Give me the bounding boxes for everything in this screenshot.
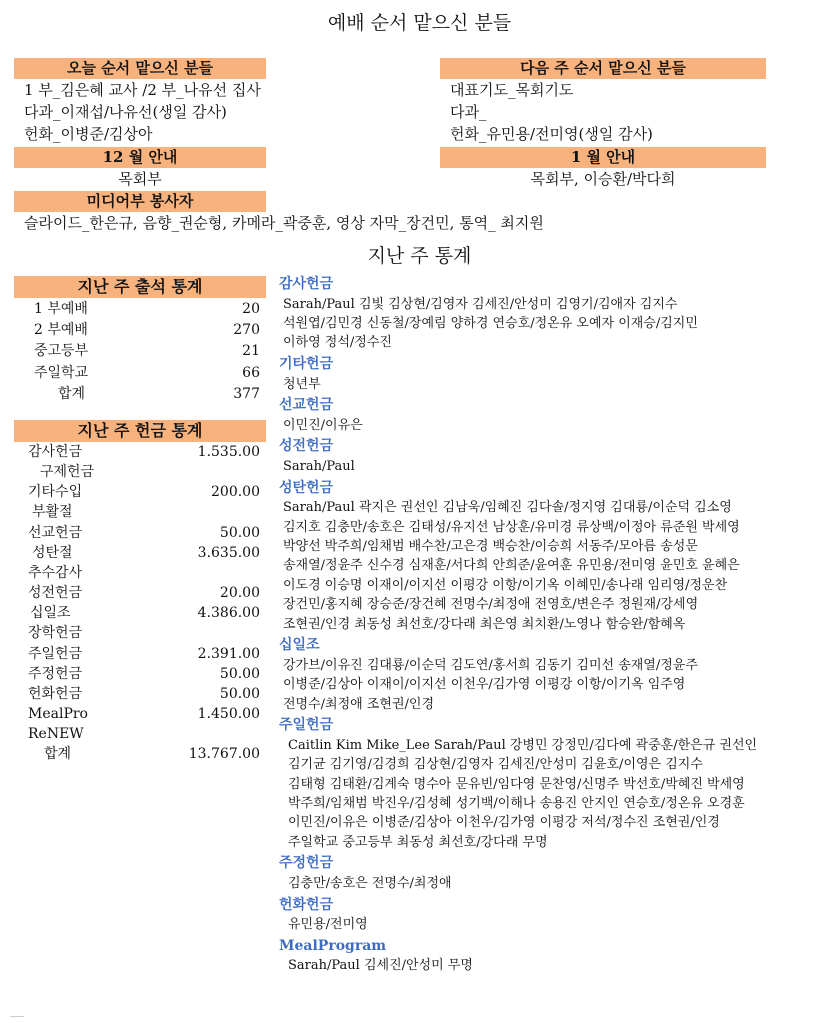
offering-value: 3.635.00 bbox=[197, 544, 260, 561]
offering-label: 합계 bbox=[44, 746, 72, 763]
offering-row bbox=[26, 523, 260, 543]
offering-row bbox=[26, 502, 260, 522]
donor-names-line: 조현권/인경 최동성 최선호/강다래 최은영 최치환/노영나 함승완/함혜옥 bbox=[283, 616, 686, 632]
next-week-header: 다음 주 순서 맡으신 분들 bbox=[440, 58, 766, 79]
attendance-value: 270 bbox=[233, 322, 260, 339]
offering-row bbox=[26, 603, 260, 623]
offering-label: 감사헌금 bbox=[28, 444, 83, 460]
offering-label: 헌화헌금 bbox=[28, 685, 83, 702]
offering-label: ReNEW bbox=[28, 726, 84, 743]
offering-label: 추수감사 bbox=[28, 564, 83, 581]
attendance-value: 377 bbox=[233, 385, 260, 402]
offering-label: 선교헌금 bbox=[28, 524, 83, 541]
donor-section-title: MealProgram bbox=[279, 937, 387, 954]
offering-label: 주일헌금 bbox=[28, 645, 83, 662]
today-line: 다과_이재섭/나유선(생일 감사) bbox=[24, 103, 227, 121]
donor-names-line: 송재열/정윤주 신수경 심재훈/서다희 안희준/윤여훈 유민용/전미영 윤민호 윤혜은 bbox=[283, 558, 740, 574]
offering-row bbox=[26, 543, 260, 563]
december-header: 12 월 안내 bbox=[14, 147, 266, 168]
donor-names-line: 박양선 박주희/임채범 배수찬/고은경 백승찬/이승희 서동주/모아름 송성문 bbox=[283, 539, 698, 554]
donor-names-line: 청년부 bbox=[283, 376, 321, 392]
offering-label: MealPro bbox=[28, 705, 88, 722]
stats-title: 지난 주 통계 bbox=[367, 245, 472, 267]
media-header: 미디어부 봉사자 bbox=[14, 191, 266, 212]
offering-header: 지난 주 헌금 통계 bbox=[14, 420, 266, 442]
donor-names-line: 이민진/이유은 이병준/김상아 이천우/김가영 이평강 저석/정수진 조현권/인경 bbox=[288, 815, 720, 831]
december-text: 목회부 bbox=[118, 170, 162, 188]
page-footer-mark bbox=[10, 1016, 24, 1017]
offering-row bbox=[26, 664, 260, 684]
donor-section-title: 십일조 bbox=[279, 637, 320, 654]
offering-label: 장학헌금 bbox=[28, 625, 83, 642]
attendance-row bbox=[34, 363, 260, 383]
donor-names-line: Sarah/Paul 김빛 김상현/김영자 김세진/안성미 김영기/김애자 김지수 bbox=[283, 296, 678, 312]
donor-section-title: 헌화헌금 bbox=[279, 896, 334, 913]
attendance-header: 지난 주 출석 통계 bbox=[14, 276, 266, 298]
donor-names-line: 이민진/이유은 bbox=[283, 417, 363, 433]
donor-names-line: 석원엽/김민경 신동철/장예림 양하경 연승호/정온유 오예자 이재승/김지민 bbox=[283, 316, 698, 331]
donor-names-line: 유민용/전미영 bbox=[288, 917, 368, 933]
offering-row bbox=[26, 563, 260, 583]
attendance-value: 21 bbox=[242, 343, 260, 360]
today-header: 오늘 순서 맡으신 분들 bbox=[14, 58, 266, 79]
donor-names-line: 이도경 이승명 이재이/이지선 이평강 이항/이기옥 이혜민/송나래 임리영/정운찬 bbox=[283, 577, 728, 593]
offering-row bbox=[26, 583, 260, 603]
attendance-row bbox=[34, 384, 260, 404]
offering-value: 4.386.00 bbox=[197, 605, 260, 622]
donor-names-line: 김지호 김충만/송호은 김태성/유지선 남상훈/유미경 류상백/이정아 류준원 박세영 bbox=[283, 519, 740, 535]
offering-value: 1.450.00 bbox=[197, 705, 260, 722]
attendance-label: 1 부예배 bbox=[34, 301, 88, 317]
donor-names-line: 김태형 김태환/김계숙 명수아 문유빈/임다영 문찬영/신명주 박선호/박혜진 박세영 bbox=[288, 776, 745, 792]
offering-row bbox=[26, 442, 260, 462]
next-week-line: 헌화_유민용/전미영(생일 감사) bbox=[450, 125, 653, 143]
today-line: 1 부_김은혜 교사 /2 부_나유선 집사 bbox=[24, 81, 261, 99]
today-line: 헌화_이병준/김상아 bbox=[24, 125, 153, 143]
offering-value: 50.00 bbox=[219, 665, 260, 682]
donor-section-title: 선교헌금 bbox=[279, 397, 334, 414]
offering-value: 50.00 bbox=[219, 524, 260, 541]
attendance-label: 합계 bbox=[58, 385, 86, 402]
offering-row bbox=[26, 623, 260, 643]
offering-label: 구제헌금 bbox=[40, 464, 95, 481]
january-text: 목회부, 이승환/박다희 bbox=[530, 170, 676, 188]
offering-label: 기타수입 bbox=[28, 484, 83, 501]
media-text: 슬라이드_한은규, 음향_권순형, 카메라_곽중훈, 영상 자막_장건민, 통역_ 최지원 bbox=[24, 214, 544, 232]
attendance-label: 2 부예배 bbox=[34, 322, 88, 339]
donor-names-line: Caitlin Kim Mike_Lee Sarah/Paul 강병민 강정민/김다예 곽중훈/한은규 권선인 bbox=[288, 737, 758, 753]
donor-names-line: 이병준/김상아 이재이/이지선 이천우/김가영 이평강 이항/이기옥 임주영 bbox=[283, 677, 686, 693]
donor-names-line: 장건민/홍지혜 장승준/장건혜 전명수/최정애 전영호/변은주 정원재/강세영 bbox=[283, 597, 699, 613]
donor-section-title: 기타헌금 bbox=[279, 356, 334, 372]
donor-section-title: 성전헌금 bbox=[279, 438, 334, 455]
offering-label: 주정헌금 bbox=[28, 665, 83, 682]
donor-names-line: Sarah/Paul bbox=[283, 459, 355, 474]
donor-names-line: 이하영 정석/정수진 bbox=[283, 335, 392, 351]
donor-section-title: 주정헌금 bbox=[279, 855, 334, 872]
donor-names-line: 강가브/이유진 김대룡/이순덕 김도연/홍서희 김동기 김미선 송재열/정윤주 bbox=[283, 657, 698, 673]
offering-value: 20.00 bbox=[219, 585, 260, 602]
offering-label: 성탄절 bbox=[32, 544, 73, 561]
donor-section-title: 주일헌금 bbox=[279, 717, 334, 734]
donor-names-line: 전명수/최정애 조현권/인경 bbox=[283, 696, 435, 712]
january-header: 1 월 안내 bbox=[440, 147, 766, 168]
offering-value: 50.00 bbox=[219, 685, 260, 702]
attendance-label: 주일학교 bbox=[34, 364, 89, 381]
attendance-label: 중고등부 bbox=[34, 343, 89, 360]
offering-value: 200.00 bbox=[211, 484, 260, 501]
attendance-value: 66 bbox=[242, 364, 260, 381]
offering-value: 1.535.00 bbox=[197, 444, 260, 460]
offering-row bbox=[26, 684, 260, 704]
donor-section-title: 성탄헌금 bbox=[279, 479, 334, 496]
offering-row bbox=[26, 724, 260, 744]
attendance-value: 20 bbox=[242, 301, 260, 317]
donor-names-line: 주일학교 중고등부 최동성 최선호/강다래 무명 bbox=[288, 834, 548, 850]
attendance-row bbox=[34, 341, 260, 361]
offering-label: 성전헌금 bbox=[28, 585, 83, 602]
offering-row bbox=[26, 482, 260, 502]
offering-value: 13.767.00 bbox=[188, 746, 260, 763]
donor-names-line: Sarah/Paul 곽지은 권선인 김남욱/임혜진 김다솔/정지영 김대룡/이순덕 김소영 bbox=[283, 500, 732, 516]
offering-row bbox=[26, 744, 260, 764]
offering-row bbox=[26, 704, 260, 724]
donor-names-line: 김기균 김기영/김경희 김상현/김영자 김세진/안성미 김윤호/이영은 김지수 bbox=[288, 757, 703, 773]
attendance-row bbox=[34, 299, 260, 319]
attendance-row bbox=[34, 320, 260, 340]
offering-label: 십일조 bbox=[30, 605, 71, 622]
next-week-line: 다과_ bbox=[450, 103, 487, 121]
next-week-line: 대표기도_목회기도 bbox=[450, 81, 574, 99]
donor-names-line: Sarah/Paul 김세진/안성미 무명 bbox=[288, 958, 473, 974]
donor-section-title: 감사헌금 bbox=[279, 276, 334, 292]
donor-names-line: 김충만/송호은 전명수/최정애 bbox=[288, 876, 452, 891]
page-title: 예배 순서 맡으신 분들 bbox=[327, 12, 512, 34]
offering-row bbox=[26, 462, 260, 482]
offering-value: 2.391.00 bbox=[197, 645, 260, 662]
offering-row bbox=[26, 644, 260, 664]
offering-label: 부활절 bbox=[32, 504, 73, 521]
donor-names-line: 박주희/임채범 박진우/김성혜 성기백/이해나 송용진 안지인 연승호/정온유 오경훈 bbox=[288, 796, 745, 811]
